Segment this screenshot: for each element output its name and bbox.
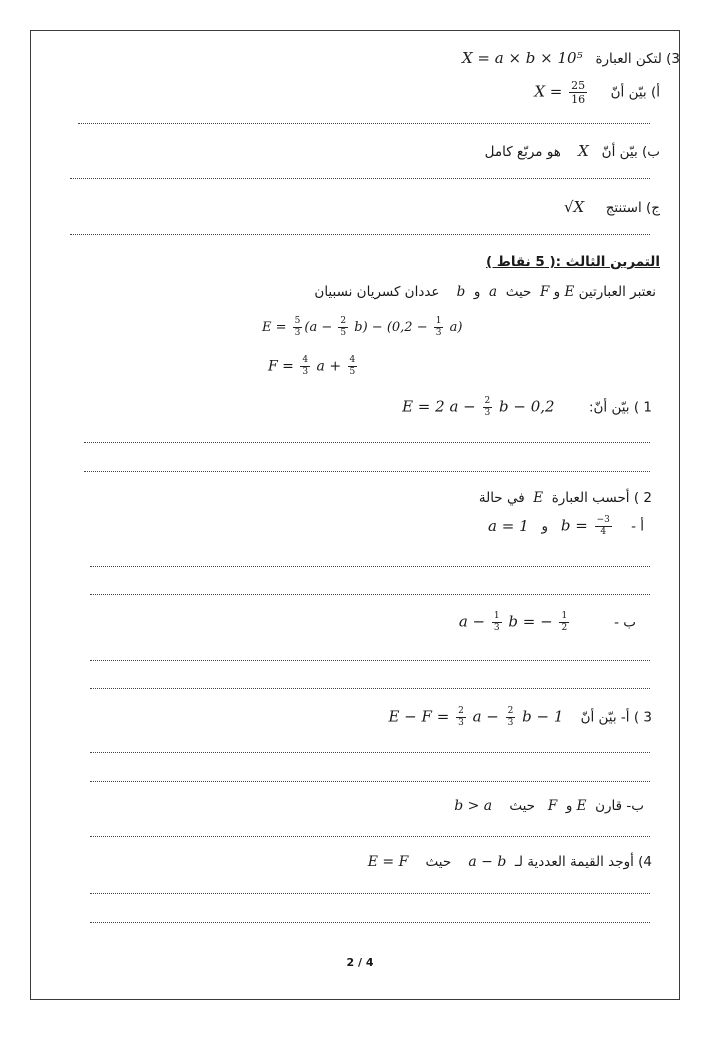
p2b-frac-1 [492,612,502,633]
p1-fn: 2 [484,396,491,406]
E-definition [262,317,462,338]
intro-where: حيث [505,284,532,300]
exercise-title: التمرين الثالث :( 5 نقاط ) [485,254,660,270]
answer-line [90,893,650,894]
answer-line [70,178,650,179]
q3-a-den: 16 [571,93,586,106]
q3-b-var: X [578,142,589,160]
q3-expr: X = a × b × 10⁵ [461,49,583,67]
q3-c-expr: √X [564,198,585,216]
part-4-expr: a − b [468,854,507,870]
q3-b-text: هو مربّع كامل [484,144,561,160]
F-f2d: 5 [349,367,356,377]
q3-intro-text: 3) لتكن العبارة [595,51,680,67]
part-1 [402,397,652,418]
F-definition [268,356,359,377]
E-frac-2 [338,317,348,338]
E-f2n: 2 [340,316,347,326]
part-2a [488,516,644,537]
part-2 [479,490,652,506]
F-frac-2 [348,356,358,377]
intro-text-2: عددان كسريان نسبيان [314,284,440,300]
part-2-tail: في حالة [478,490,525,506]
p3-e3: b − 1 [522,707,564,726]
p3-fd2: 3 [507,718,514,728]
q3-b [485,142,660,160]
answer-line [90,922,650,923]
p3-frac-1 [456,707,466,728]
part-3 [388,707,652,728]
F-f2n: 4 [349,355,356,365]
part-2a-expr1: a = 1 [488,516,529,535]
p3-e1: E − F = [388,707,450,726]
part-3b-and: و [565,798,573,814]
F-f1d: 3 [302,367,309,377]
intro-text-1: نعتبر العبارتين [578,284,656,300]
part-2a-label: أ - [631,518,644,535]
p1-lhs: E = 2 a − [402,397,476,416]
part-4-label: 4) أوجد القيمة العددية لـ [514,854,652,870]
E-f3n: 1 [435,316,442,326]
q3-a-expr [534,80,589,105]
part-2a-expr2 [561,516,614,537]
F-expr [268,356,359,377]
E-p1: (a − [304,320,333,335]
p1-rhs: b − 0,2 [499,397,555,416]
answer-line [78,123,650,124]
p3-e2: a − [472,707,499,726]
part-2-label: 2 ) أحسب العبارة [551,490,652,506]
q3-c [564,198,660,216]
q3-c-label: ج) استنتج [605,200,660,216]
part-4 [368,854,652,870]
part-2b [459,612,636,633]
part-3-expr [388,707,563,728]
E-p3: a) [449,320,463,335]
E-f2d: 5 [340,328,347,338]
E-f1d: 3 [294,328,301,338]
p2b-fn1: 1 [493,611,500,621]
p2b-fd2: 2 [561,623,568,633]
F-lhs: F = [268,358,294,375]
p2b-frac-2 [559,612,569,633]
E-f3d: 3 [435,328,442,338]
intro-var-b: b [456,284,466,300]
part-1-expr [402,397,555,418]
p3-fn2: 2 [507,706,514,716]
q3-a-frac [569,80,587,105]
part-3-label: 3 ) أ- بيّن أنّ [580,709,652,726]
answer-line [84,442,650,443]
part-2-var: E [533,490,544,506]
E-frac-3 [434,317,444,338]
p2a-b: b = [560,516,588,535]
q3-a-lhs: X = [534,82,563,101]
answer-line [90,688,650,689]
p2b-fn2: 1 [561,611,568,621]
answer-line [84,471,650,472]
intro-and: و [553,284,561,300]
E-lhs: E = [262,320,287,335]
part-1-label: 1 ) بيّن أنّ: [588,399,652,416]
answer-line [90,660,650,661]
p2a-fd: 4 [600,527,607,537]
p2b-fd1: 3 [493,623,500,633]
p2b-e1: a − [458,612,486,631]
answer-line [70,234,650,235]
p3-frac-2 [506,707,516,728]
p3-fd1: 3 [458,718,464,728]
intro-var-E: E [564,284,575,300]
p2a-frac [595,516,612,537]
q3-b-label: ب) بيّن أنّ [601,144,660,160]
q3-intro [462,49,680,67]
E-f1n: 5 [294,316,301,326]
p2a-fn: −3 [596,515,610,525]
ex3-intro [314,284,656,300]
answer-line [90,566,650,567]
q3-a-label: أ) بيّن أنّ [610,84,660,101]
intro-var-a: a [489,284,498,300]
E-expr [262,317,462,338]
p2b-e2: b = − [508,612,553,631]
part-2a-and: و [541,518,549,535]
answer-line [90,781,650,782]
part-4-cond: E = F [367,854,409,870]
part-3b-F: F [547,798,558,814]
q3-a [534,80,660,105]
F-frac-1 [300,356,310,377]
part-3b-E: E [576,798,587,814]
F-p1: a + [316,358,342,375]
part-3b-cond: b > a [454,798,493,814]
F-f1n: 4 [302,355,309,365]
part-3b-where: حيث [509,798,535,814]
p3-fn1: 2 [458,706,464,716]
part-2b-expr [459,612,571,633]
answer-line [90,752,650,753]
part-2b-label: ب - [614,614,636,631]
intro-and-2: و [473,284,481,300]
part-4-where: حيث [425,854,452,870]
part-3b-label: ب- قارن [595,798,644,814]
p1-frac [483,397,493,418]
intro-var-F: F [539,284,550,300]
page-number: 2 / 4 [346,956,374,969]
p1-fd: 3 [484,408,491,418]
part-3b [454,798,644,814]
answer-line [90,594,650,595]
q3-a-num: 25 [571,79,586,92]
answer-line [90,836,650,837]
E-p2: b) − (0,2 − [354,320,428,335]
E-frac-1 [293,317,303,338]
